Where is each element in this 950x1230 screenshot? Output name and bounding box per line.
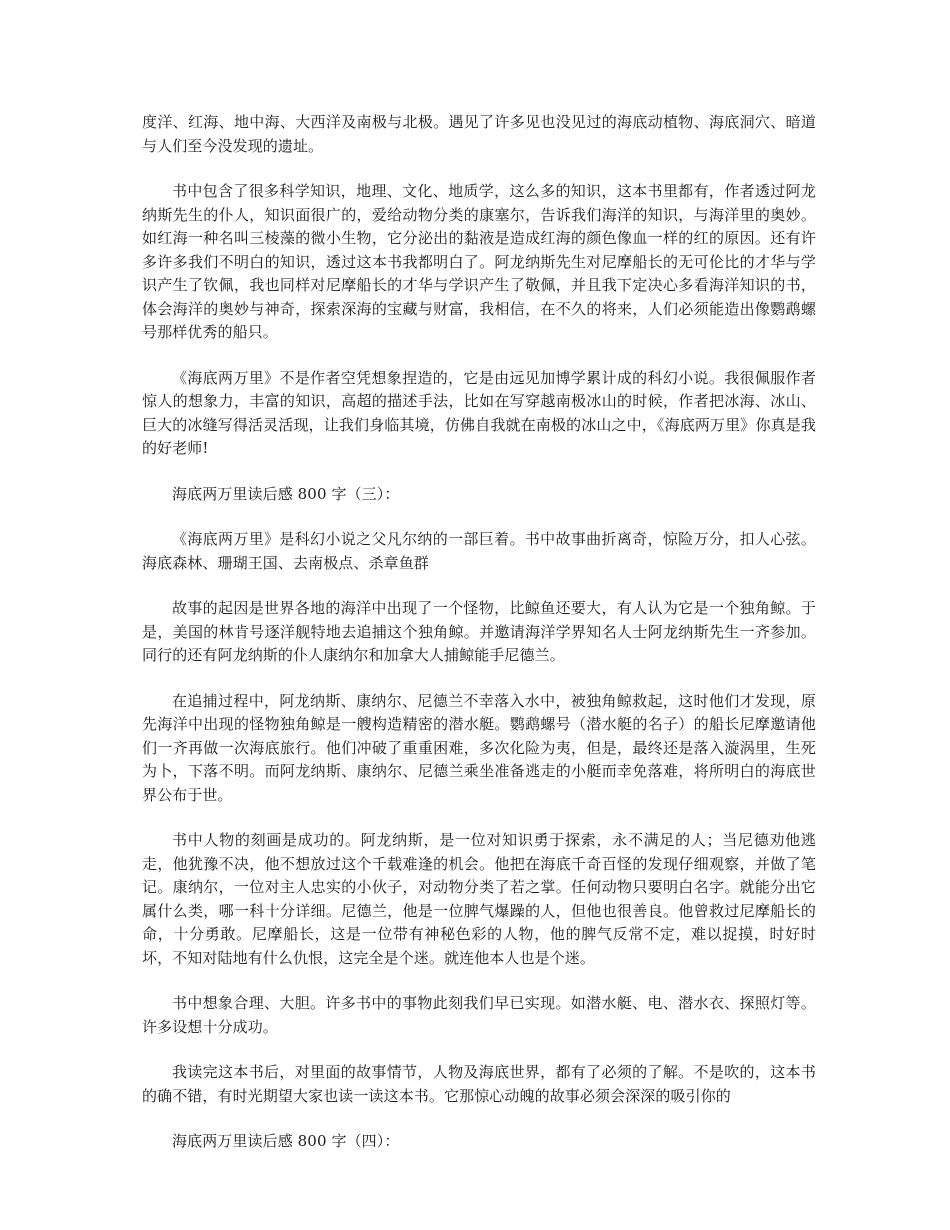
paragraph-conclusion: 我读完这本书后，对里面的故事情节，人物及海底世界，都有了必须的了解。不是吹的，这本书的确不错，有时光期望大家也读一读这本书。它那惊心动魄的故事必须会深深的吸引你的 (142, 1063, 816, 1105)
section-heading-four: 海底两万里读后感 800 字（四）： (172, 1132, 400, 1150)
paragraph-pursuit: 在追捕过程中，阿龙纳斯、康纳尔、尼德兰不幸落入水中，被独角鲸救起，这时他们才发现，原先海洋中出现的怪物独角鲸是一艘构造精密的潜水艇。鹦鹉螺号（潜水艇的名子）的船长尼摩邀请他们一齐再做一次海底旅行。他们冲破了重重困难，多次化险为夷，但是，最终还是落入漩涡里，生死为卜，下落不明。而阿龙纳斯、康纳尔、尼德兰乘坐准备逃走的小艇而幸免落难，将所明白的海底世界公布于世。 (142, 691, 816, 804)
paragraph-continuation: 度洋、红海、地中海、大西洋及南极与北极。遇见了许多见也没见过的海底动植物、海底洞穴、暗道与人们至今没发现的遗址。 (142, 113, 816, 155)
paragraph-story-origin: 故事的起因是世界各地的海洋中出现了一个怪物，比鲸鱼还要大，有人认为它是一个独角鲸。于是，美国的林肯号逐洋舰特地去追捕这个独角鲸。并邀请海洋学界知名人士阿龙纳斯先生一齐参加。同行的还有阿龙纳斯的仆人康纳尔和加拿大人捕鲸能手尼德兰。 (142, 599, 816, 664)
section-heading-three: 海底两万里读后感 800 字（三）： (172, 484, 400, 503)
paragraph-imagination-bold: 书中想象合理、大胆。许多书中的事物此刻我们早已实现。如潜水艇、电、潜水衣、探照灯等。许多设想十分成功。 (142, 994, 816, 1036)
paragraph-characters: 书中人物的刻画是成功的。阿龙纳斯，是一位对知识勇于探索，永不满足的人；当尼德劝他逃走，他犹豫不决，他不想放过这个千载难逢的机会。他把在海底千奇百怪的发现仔细观察，并做了笔记。康纳尔，一位对主人忠实的小伙子，对动物分类了若之掌。任何动物只要明白名字。就能分出它属什么类，哪一科十分详细。尼德兰，他是一位脾气爆躁的人，但他也很善良。他曾救过尼摩船长的命，十分勇敢。尼摩船长，这是一位带有神秘色彩的人物，他的脾气反常不定，难以捉摸，时好时坏，不知对陆地有什么仇恨，这完全是个迷。就连他本人也是个迷。 (142, 831, 816, 967)
paragraph-science-knowledge: 书中包含了很多科学知识，地理、文化、地质学，这么多的知识，这本书里都有，作者透过阿龙纳斯先生的仆人，知识面很广的，爱给动物分类的康塞尔，告诉我们海洋的知识，与海洋里的奥妙。如红海一种名叫三棱藻的微小生物，它分泌出的黏液是造成红海的颜色像血一样的红的原因。还有许多许多我们不明白的知识，透过这本书我都明白了。阿龙纳斯先生对尼摩船长的无可伦比的才华与学识产生了钦佩，我也同样对尼摩船长的才华与学识产生了敬佩，并且我下定决心多看海洋知识的书，体会海洋的奥妙与神奇，探索深海的宝藏与财富，我相信，在不久的将来，人们必须能造出像鹦鹉螺号那样优秀的船只。 (142, 182, 816, 341)
paragraph-intro: 《海底两万里》是科幻小说之父凡尔纳的一部巨着。书中故事曲折离奇，惊险万分，扣人心弦。海底森林、珊瑚王国、去南极点、杀章鱼群 (142, 530, 816, 572)
document-page (142, 111, 816, 1176)
paragraph-imagination: 《海底两万里》不是作者空凭想象捏造的，它是由远见加博学累计成的科幻小说。我很佩服作者惊人的想象力，丰富的知识，高超的描述手法，比如在写穿越南极冰山的时候，作者把冰海、冰山、巨大的冰缝写得活灵活现，让我们身临其境，仿佛自我就在南极的冰山之中，《海底两万里》你真是我的好老师! (142, 368, 816, 457)
